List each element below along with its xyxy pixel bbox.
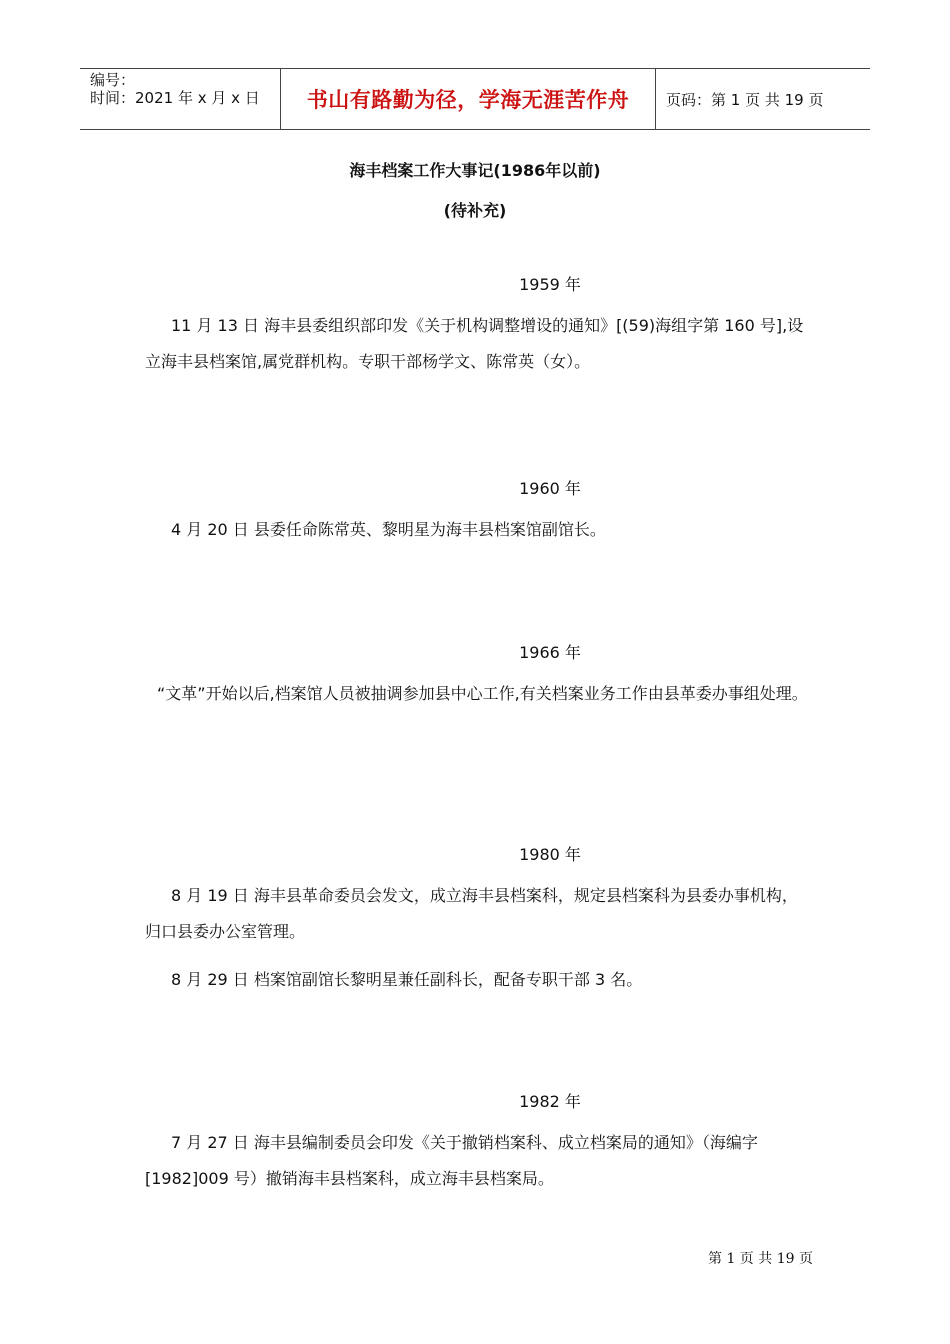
event-paragraph: 4 月 20 日 县委任命陈常英、黎明星为海丰县档案馆副馆长。 [171, 520, 606, 539]
year-heading: 1966 年 [519, 643, 581, 662]
document-title: 海丰档案工作大事记(1986年以前) [349, 161, 601, 180]
year-heading: 1960 年 [519, 479, 581, 498]
page-footer: 第 1 页 共 19 页 [708, 1251, 813, 1267]
header-meta [80, 69, 280, 129]
year-heading: 1980 年 [519, 845, 581, 864]
number-label: 编号： [90, 71, 136, 89]
header-motto: 书山有路勤为径，学海无涯苦作舟 [280, 69, 656, 129]
document-subtitle: (待补充) [443, 201, 507, 220]
event-paragraph: 8 月 19 日 海丰县革命委员会发文，成立海丰县档案科，规定县档案科为县委办事机构，归口县委办公室管理。 [145, 886, 798, 941]
page-header [80, 68, 870, 130]
event-paragraph: “文革”开始以后,档案馆人员被抽调参加县中心工作,有关档案业务工作由县革委办事组处理。 [157, 684, 808, 703]
header-page-info: 页码：第 1 页 共 19 页 [666, 90, 824, 109]
event-paragraph: 11 月 13 日 海丰县委组织部印发《关于机构调整增设的通知》[(59)海组字第 160 号],设立海丰县档案馆,属党群机构。专职干部杨学文、陈常英（女）。 [145, 316, 804, 371]
event-paragraph: 7 月 27 日 海丰县编制委员会印发《关于撤销档案科、成立档案局的通知》（海编字[1982]009 号）撤销海丰县档案科，成立海丰县档案局。 [145, 1133, 758, 1188]
year-heading: 1959 年 [519, 275, 581, 294]
time-label: 时间：2021 年 x 月 x 日 [90, 89, 260, 107]
event-paragraph: 8 月 29 日 档案馆副馆长黎明星兼任副科长，配备专职干部 3 名。 [171, 970, 643, 989]
year-heading: 1982 年 [519, 1092, 581, 1111]
